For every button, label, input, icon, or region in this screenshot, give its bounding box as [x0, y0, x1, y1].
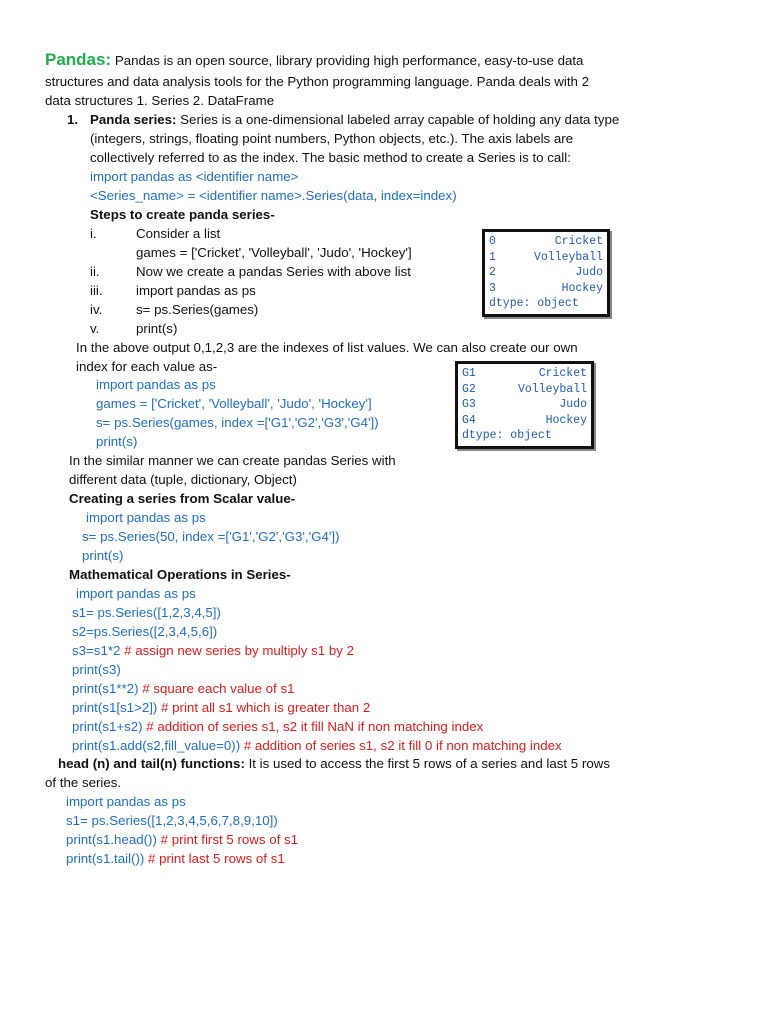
code-comment: # square each value of s1 — [138, 681, 295, 696]
custom-index-code: games = ['Cricket', 'Volleyball', 'Judo', 'Hockey'] — [96, 396, 372, 411]
output-value: Cricket — [554, 235, 603, 248]
series-number: 1. — [67, 112, 79, 127]
code-text: print(s1.head()) — [66, 832, 157, 847]
headtail-code-line — [66, 849, 285, 868]
math-line — [72, 717, 483, 736]
series-code-1: import pandas as <identifier name> — [90, 169, 299, 184]
intro-line-1 — [45, 50, 583, 70]
code-text: import pandas as ps — [66, 794, 186, 809]
series-text-1: Series is a one-dimensional labeled array capable of holding any data type — [176, 112, 620, 127]
scalar-code: s= ps.Series(50, index =['G1','G2','G3','G4']) — [82, 529, 340, 544]
headtail-code-line — [66, 830, 298, 849]
output-index: G1 — [462, 367, 476, 380]
pandas-title: Pandas: — [45, 50, 112, 69]
code-comment: # print last 5 rows of s1 — [144, 851, 285, 866]
step-text: s= ps.Series(games) — [136, 302, 259, 317]
output-row — [462, 366, 587, 382]
output-index: G3 — [462, 398, 476, 411]
code-text: print(s1**2) — [72, 681, 139, 696]
math-line — [72, 641, 354, 660]
headtail-heading: head (n) and tail(n) functions: — [58, 756, 245, 771]
similar-text-2: different data (tuple, dictionary, Object) — [69, 472, 297, 487]
series-heading: Panda series: — [90, 112, 177, 127]
output-value: Judo — [575, 266, 603, 279]
output-box-custom-index — [455, 361, 594, 449]
output-row — [462, 397, 587, 413]
scalar-code: print(s) — [82, 548, 124, 563]
step-text: print(s) — [136, 321, 178, 336]
intro-text-1: Pandas is an open source, library providing high performance, easy-to-use data — [111, 53, 584, 68]
code-text: s3=s1*2 — [72, 643, 121, 658]
step-text: import pandas as ps — [136, 283, 256, 298]
step-num: iii. — [90, 283, 103, 298]
headtail-line-1 — [58, 754, 610, 773]
code-text: s2=ps.Series([2,3,4,5,6]) — [72, 624, 218, 639]
step-num: ii. — [90, 264, 100, 279]
custom-index-code: import pandas as ps — [96, 377, 216, 392]
code-comment: # addition of series s1, s2 it fill NaN if non matching index — [142, 719, 484, 734]
output-value: Volleyball — [533, 250, 603, 264]
code-comment: # addition of series s1, s2 it fill 0 if non matching index — [240, 738, 562, 753]
math-line — [72, 660, 121, 679]
scalar-heading: Creating a series from Scalar value- — [69, 491, 296, 506]
custom-index-code: print(s) — [96, 434, 138, 449]
steps-heading: Steps to create panda series- — [90, 207, 275, 222]
output-value: Volleyball — [517, 382, 587, 396]
step-num: i. — [90, 226, 97, 241]
output-value: Hockey — [561, 281, 603, 295]
headtail-text-1: It is used to access the first 5 rows of a series and last 5 rows — [244, 756, 610, 771]
output-index: 3 — [489, 281, 496, 295]
scalar-code: import pandas as ps — [86, 510, 206, 525]
output-row — [489, 265, 603, 281]
output-value: Cricket — [538, 367, 587, 380]
step-text: games = ['Cricket', 'Volleyball', 'Judo', 'Hockey'] — [136, 245, 412, 260]
similar-text-1: In the similar manner we can create pandas Series with — [69, 453, 396, 468]
code-comment: # print all s1 which is greater than 2 — [157, 700, 371, 715]
step-text: Now we create a pandas Series with above list — [136, 264, 411, 279]
series-text-3: collectively referred to as the index. The basic method to create a Series is to call: — [90, 150, 571, 165]
code-text: print(s1.add(s2,fill_value=0)) — [72, 738, 241, 753]
math-line — [72, 698, 370, 717]
headtail-code-line — [66, 811, 278, 830]
step-num: v. — [90, 321, 100, 336]
output-index: 2 — [489, 266, 496, 279]
custom-index-text-2: index for each value as- — [76, 359, 218, 374]
code-comment: # assign new series by multiply s1 by 2 — [120, 643, 354, 658]
output-row — [489, 281, 603, 297]
code-comment: # print first 5 rows of s1 — [156, 832, 299, 847]
code-text: s1= ps.Series([1,2,3,4,5,6,7,8,9,10]) — [66, 813, 278, 828]
math-line — [72, 622, 217, 641]
output-dtype — [489, 296, 603, 312]
math-line — [76, 584, 196, 603]
math-line — [72, 603, 221, 622]
headtail-text-2: of the series. — [45, 775, 122, 790]
code-text: s1= ps.Series([1,2,3,4,5]) — [72, 605, 221, 620]
intro-text-3: data structures 1. Series 2. DataFrame — [45, 93, 275, 108]
custom-index-code: s= ps.Series(games, index =['G1','G2','G3','G4']) — [96, 415, 379, 430]
output-index: G4 — [462, 413, 476, 427]
headtail-code-line — [66, 792, 186, 811]
custom-index-text-1: In the above output 0,1,2,3 are the indexes of list values. We can also create our own — [76, 340, 578, 355]
output-dtype-text: dtype: object — [489, 297, 579, 310]
step-text: Consider a list — [136, 226, 221, 241]
output-dtype — [462, 428, 587, 444]
math-line — [72, 736, 562, 755]
series-code-2: <Series_name> = <identifier name>.Series(data, index=index) — [90, 188, 457, 203]
series-text-2: (integers, strings, floating point numbers, Python objects, etc.). The axis labels are — [90, 131, 574, 146]
output-row — [462, 413, 587, 429]
math-line — [72, 679, 295, 698]
output-row — [462, 382, 587, 398]
code-text: print(s1.tail()) — [66, 851, 145, 866]
output-dtype-text: dtype: object — [462, 429, 552, 442]
output-index: G2 — [462, 382, 476, 396]
intro-text-2: structures and data analysis tools for the Python programming language. Panda deals with 2 — [45, 74, 590, 89]
math-heading: Mathematical Operations in Series- — [69, 567, 291, 582]
output-value: Hockey — [545, 413, 587, 427]
code-text: print(s1+s2) — [72, 719, 143, 734]
output-value: Judo — [559, 398, 587, 411]
code-text: import pandas as ps — [76, 586, 196, 601]
series-line-1 — [90, 110, 619, 129]
output-row — [489, 234, 603, 250]
code-text: print(s1[s1>2]) — [72, 700, 158, 715]
output-box-default-index — [482, 229, 610, 317]
output-row — [489, 250, 603, 266]
code-text: print(s3) — [72, 662, 121, 677]
output-index: 0 — [489, 235, 496, 248]
step-num: iv. — [90, 302, 103, 317]
output-index: 1 — [489, 250, 496, 264]
